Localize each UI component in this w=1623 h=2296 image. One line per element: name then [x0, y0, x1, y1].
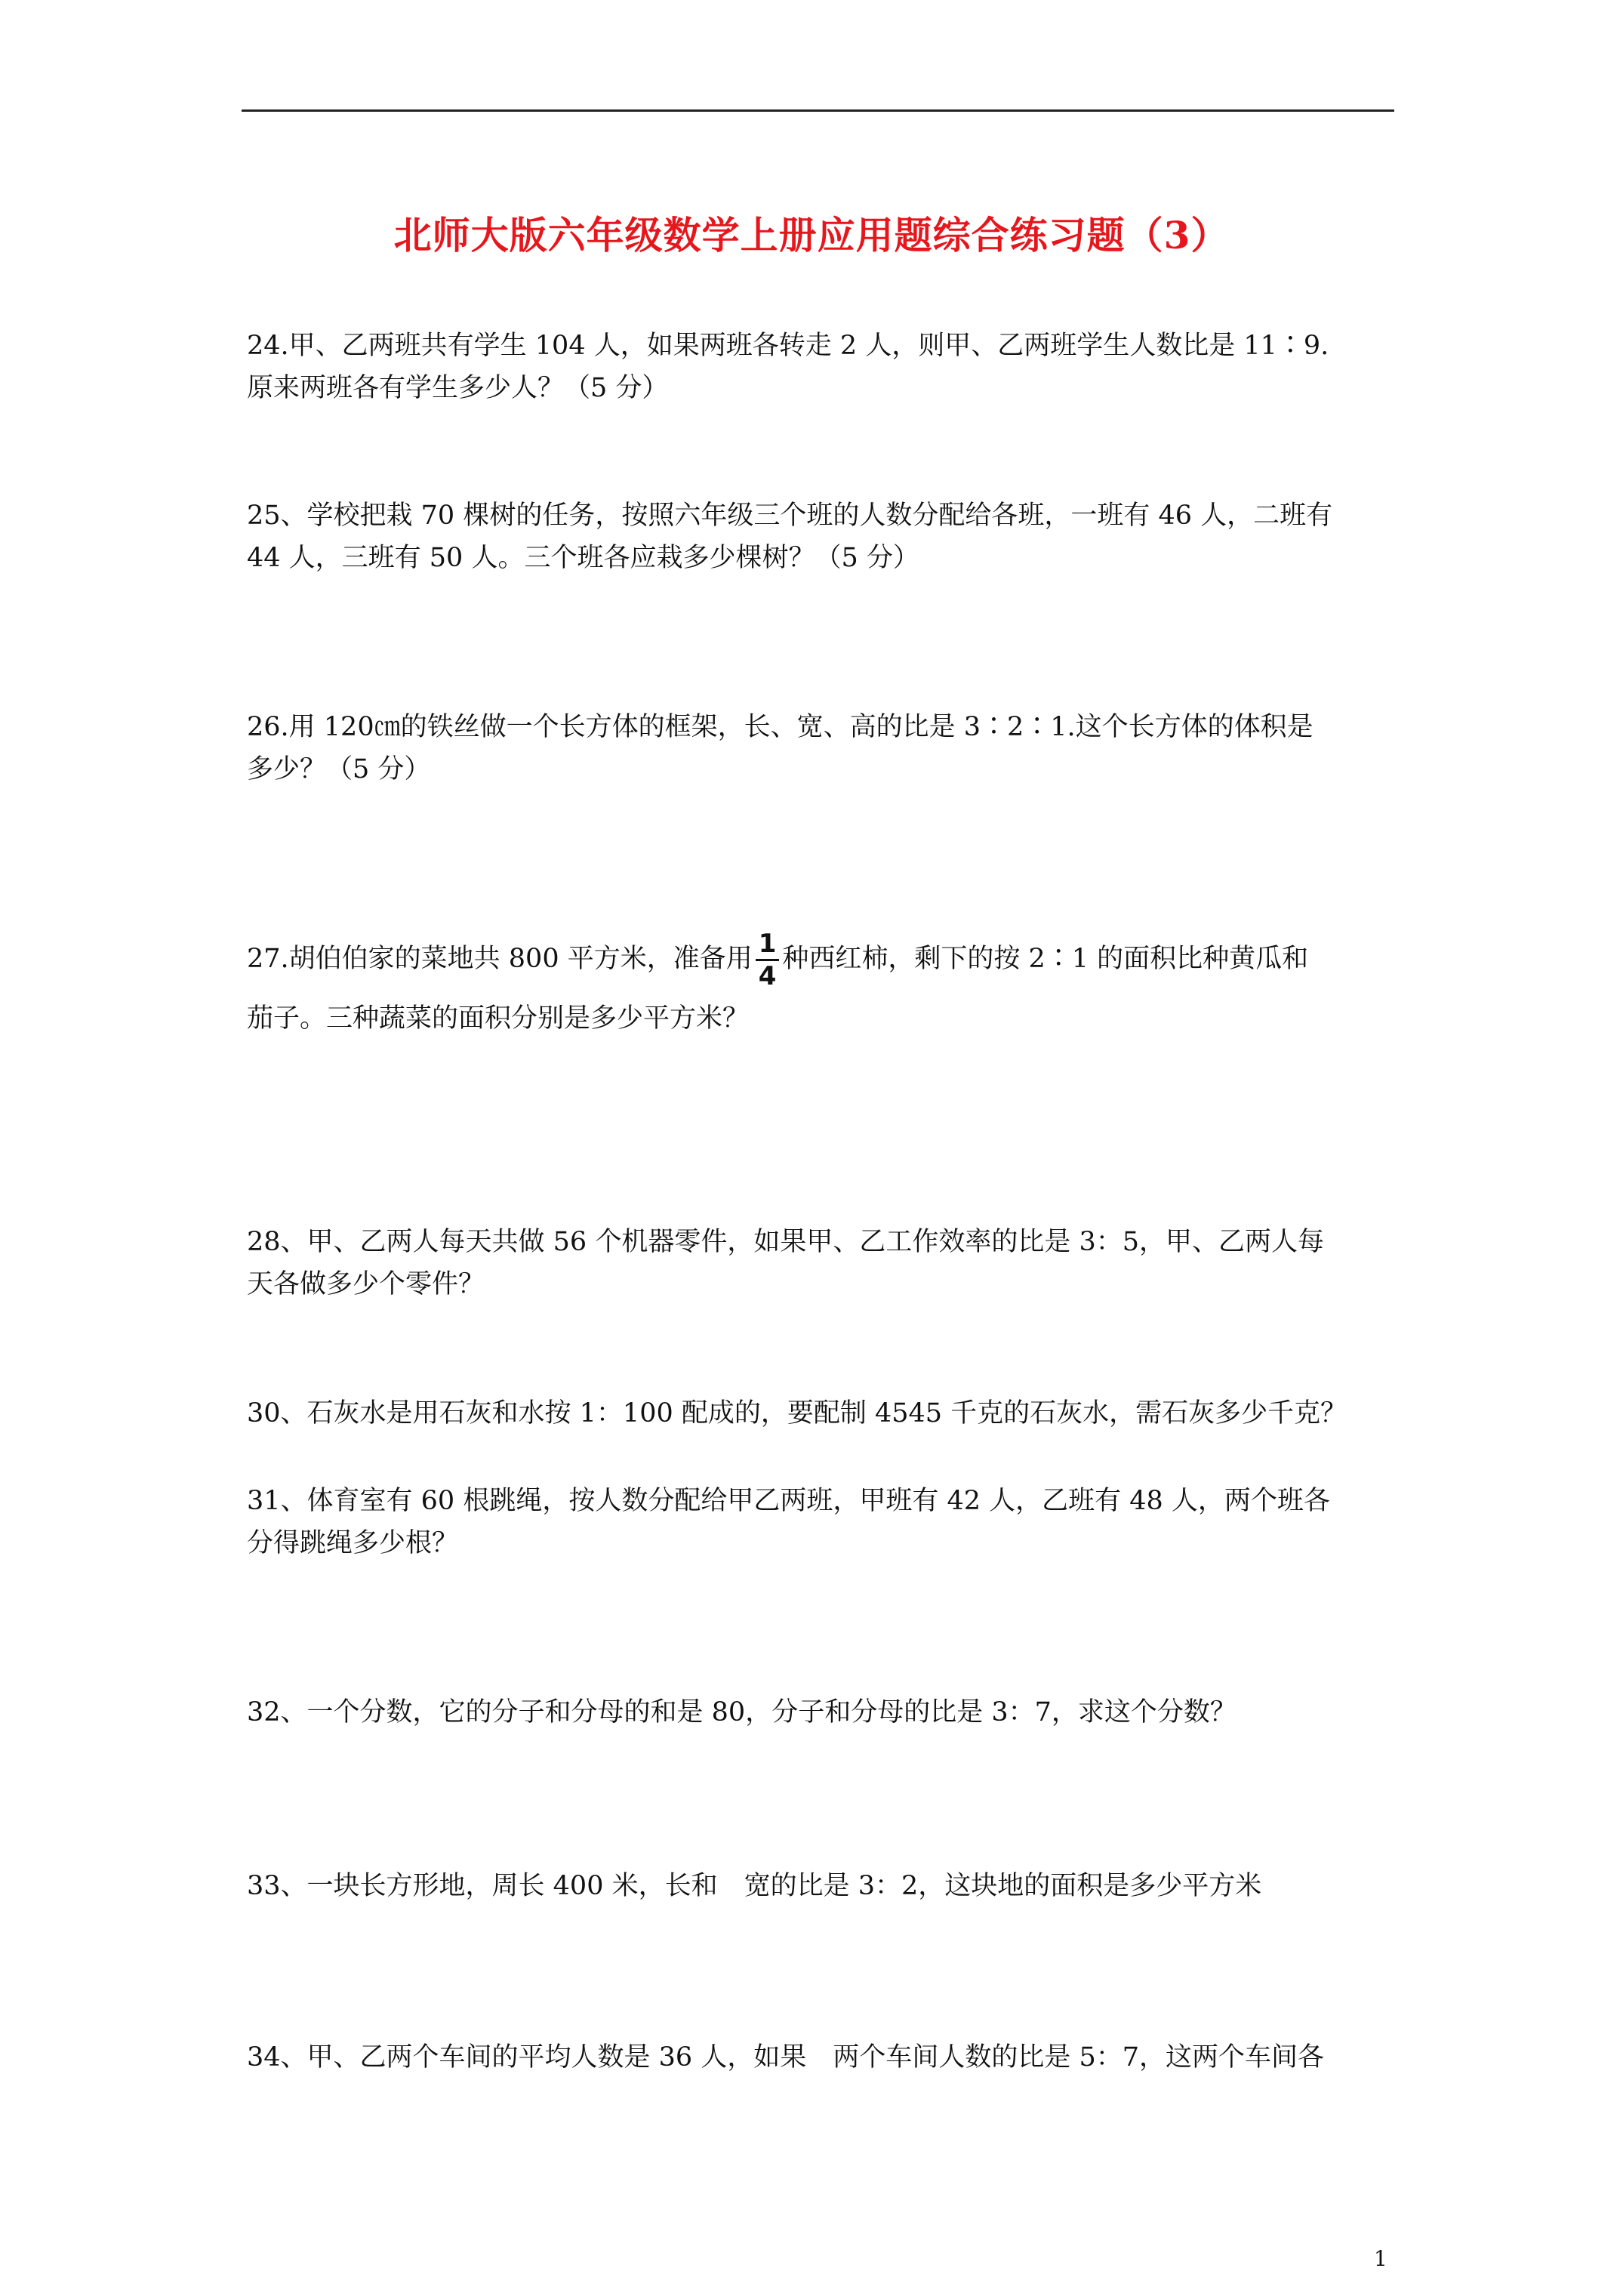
header-rule	[242, 109, 1394, 112]
question-24-line1: 24.甲、乙两班共有学生 104 人，如果两班各转走 2 人，则甲、乙两班学生人数比是 11∶9.	[247, 331, 1329, 361]
question-33-line1: 33、一块长方形地，周长 400 米，长和 宽的比是 3：2，这块地的面积是多少平方米	[247, 1871, 1262, 1901]
question-30-line1: 30、石灰水是用石灰和水按 1：100 配成的，要配制 4545 千克的石灰水，需石灰多少千克？	[247, 1398, 1347, 1428]
fraction-numerator: 1	[756, 929, 780, 961]
question-24	[247, 325, 1402, 409]
fraction-denominator: 4	[758, 961, 777, 991]
question-28-line2: 天各做多少个零件？	[247, 1269, 485, 1299]
question-27-line1	[247, 925, 1402, 993]
fraction-one-quarter	[756, 929, 780, 991]
question-25-line2: 44 人，三班有 50 人。三个班各应栽多少棵树？（5 分）	[247, 543, 919, 573]
question-25-line1: 25、学校把栽 70 棵树的任务，按照六年级三个班的人数分配给各班，一班有 46 人，二班有	[247, 501, 1333, 531]
question-27-line2: 茄子。三种蔬菜的面积分别是多少平方米？	[247, 1003, 750, 1034]
question-26-line2: 多少？（5 分）	[247, 754, 431, 784]
question-25	[247, 495, 1402, 579]
question-34	[247, 2036, 1402, 2079]
question-24-line2: 原来两班各有学生多少人？（5 分）	[247, 373, 669, 403]
question-32-line1: 32、一个分数，它的分子和分母的和是 80，分子和分母的比是 3：7，求这个分数？	[247, 1697, 1236, 1727]
question-31	[247, 1480, 1402, 1564]
question-26-line1: 26.用 120㎝的铁丝做一个长方体的框架，长、宽、高的比是 3∶2∶1.这个长方体的体积是	[247, 712, 1313, 742]
question-31-line2: 分得跳绳多少根？	[247, 1528, 459, 1558]
question-30	[247, 1392, 1402, 1435]
question-34-line1: 34、甲、乙两个车间的平均人数是 36 人，如果 两个车间人数的比是 5：7，这两个车间各	[247, 2042, 1324, 2073]
page-number: 1	[1374, 2246, 1387, 2271]
question-31-line1: 31、体育室有 60 根跳绳，按人数分配给甲乙两班，甲班有 42 人，乙班有 48 人，两个班各	[247, 1486, 1330, 1516]
question-28	[247, 1221, 1402, 1305]
question-33	[247, 1865, 1402, 1907]
page-title: 北师大版六年级数学上册应用题综合练习题（3）	[393, 213, 1230, 257]
question-26	[247, 706, 1402, 791]
question-27	[247, 925, 1402, 1040]
question-27-text-after: 种西红柿，剩下的按 2∶1 的面积比种黄瓜和	[782, 944, 1309, 974]
question-32	[247, 1691, 1402, 1734]
question-27-text-before: 27.胡伯伯家的菜地共 800 平方米，准备用	[247, 944, 753, 974]
question-28-line1: 28、甲、乙两人每天共做 56 个机器零件，如果甲、乙工作效率的比是 3：5，甲、乙两人每	[247, 1227, 1324, 1257]
